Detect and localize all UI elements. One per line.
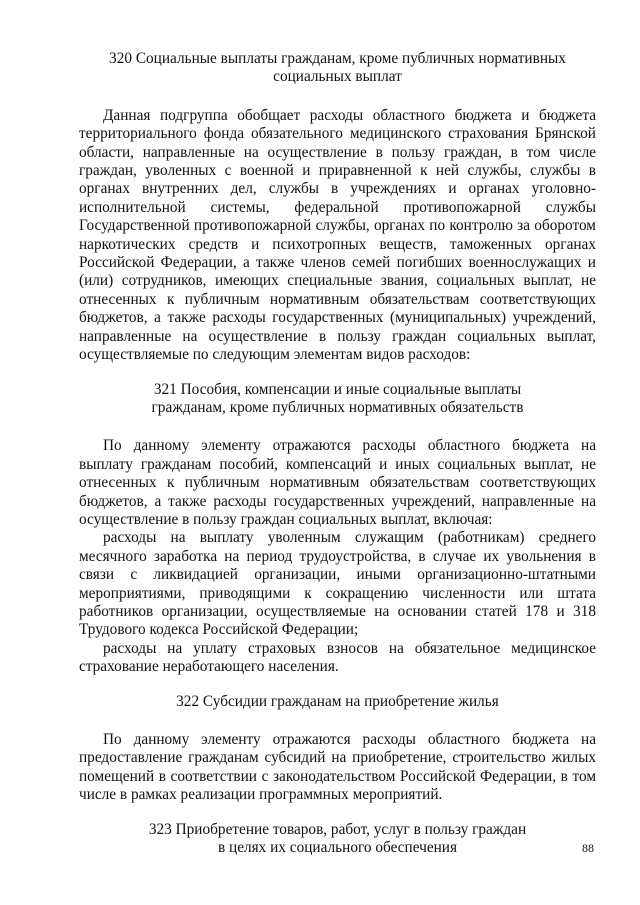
section-321-paragraph: По данному элементу отражаются расходы областного бюджета на выплату гражданам пособий, компенсаций и иных социальных выплат, не отнесенных к публичным нормативным обязательствам соответствующих бюджетов, а также расходы государственных учреждений, направленные на осуществление в пользу граждан социальных выплат, включая: [79,437,596,528]
section-321-paragraph: расходы на выплату уволенным служащим (работникам) среднего месячного заработка на период трудоустройства, в случае их увольнения в связи с ликвидацией организации, иными организационно-штатными мероприятиями, приводящими к сокращению численности или штата работников организации, осуществляемые на основании статей 178 и 318 Трудового кодекса Российской Федерации; [79,529,596,639]
section-322-paragraph: По данному элементу отражаются расходы областного бюджета на предоставление гражданам субсидий на приобретение, строительство жилых помещений в соответствии с законодательством Российской Федерации, в том числе в рамках реализации программных мероприятий. [79,731,596,804]
heading-line: социальных выплат [273,68,402,86]
page-number: 88 [582,841,594,855]
heading-line: гражданам, кроме публичных нормативных обязательств [151,398,524,416]
heading-line: 321 Пособия, компенсации и иные социальные выплаты [153,380,522,398]
heading-line: в целях их социального обеспечения [217,839,458,857]
section-322-heading: 322 Субсидии гражданам на приобретение жилья [176,692,499,710]
section-323-heading [79,821,596,858]
section-320-heading [79,50,596,87]
section-321-heading [79,381,596,418]
heading-line: 320 Социальные выплаты гражданам, кроме публичных нормативных [109,50,566,67]
section-321-paragraph: расходы на уплату страховых взносов на обязательное медицинское страхование неработающего населения. [79,639,596,676]
document-body [79,50,596,857]
heading-line: 323 Приобретение товаров, работ, услуг в пользу граждан [148,820,527,838]
section-320-paragraph: Данная подгруппа обобщает расходы областного бюджета и бюджета территориального фонда обязательного медицинского страхования Брянской области, направленные на осуществление в пользу граждан, в том числе граждан, уволенных с военной и приравненной к ней службы, службы в органах внутренних дел, службы в учреждениях и органах уголовно-исполнительной системы, федеральной противопожарной службы Государственной противопожарной службы, органах по контролю за оборотом наркотических средств и психотропных веществ, таможенных органах Российской Федерации, а также членов семей погибших военнослужащих и (или) сотрудников, имеющих специальные звания, социальных выплат, не отнесенных к публичным нормативным обязательствам соответствующих бюджетов, а также расходы государственных (муниципальных) учреждений, направленные на осуществление в пользу граждан социальных выплат, осуществляемые по следующим элементам видов расходов: [79,106,596,364]
